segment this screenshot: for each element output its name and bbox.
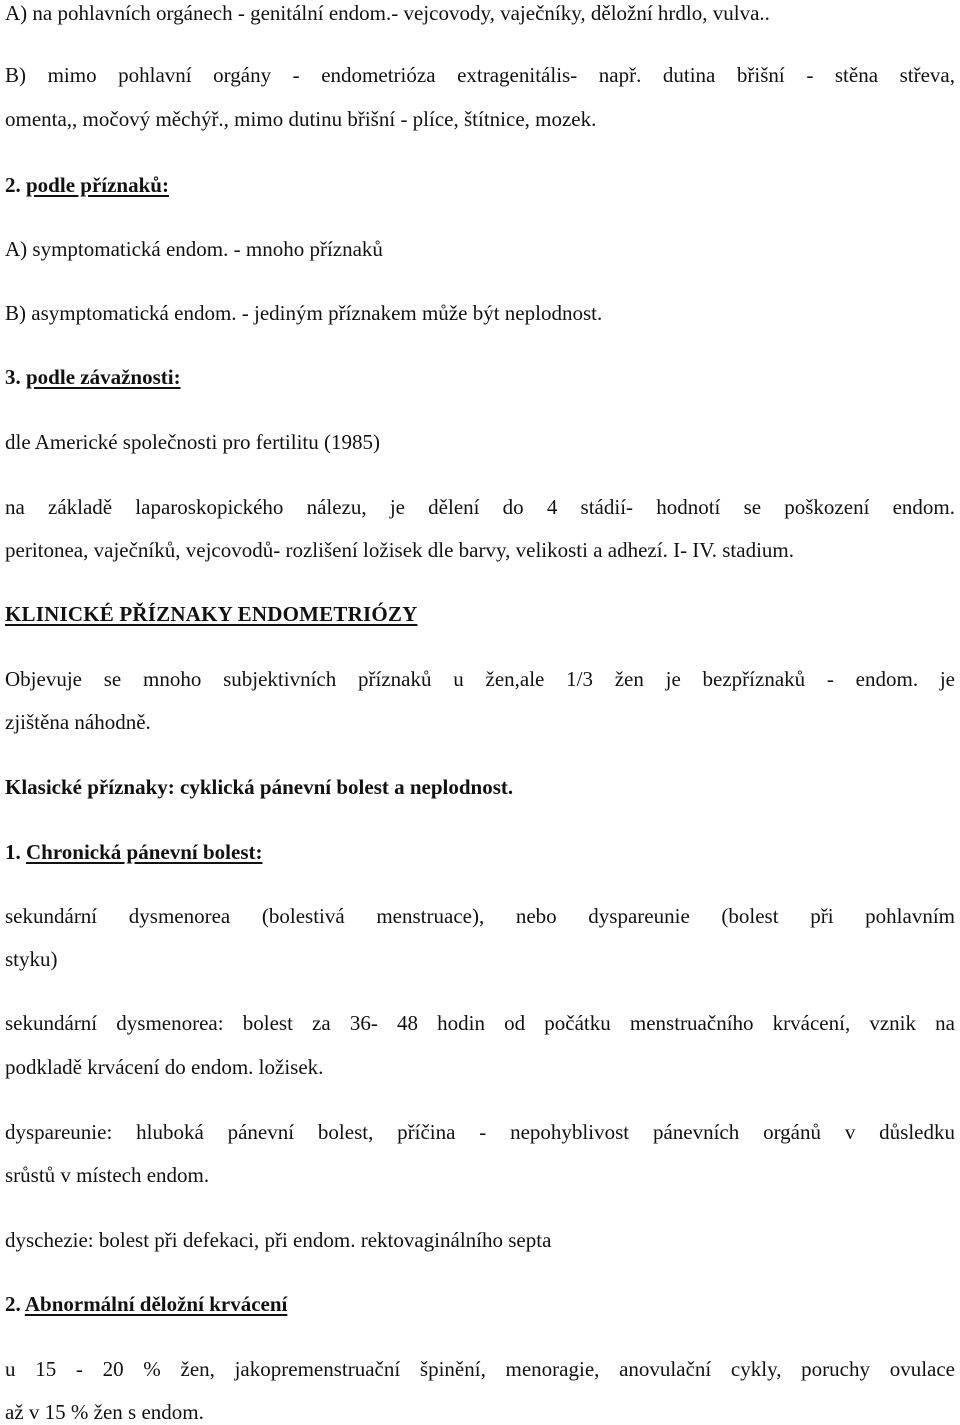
text-line: dle Americké společnosti pro fertilitu (1985) [5,430,380,454]
section-number: 2. [5,173,21,197]
text-line: u 15 - 20 % žen, jakopremenstruační špinění, menoragie, anovulační cykly, poruchy ovulace [5,1357,955,1381]
text-line: omenta,, močový měchýř., mimo dutinu břišní - plíce, štítnice, mozek. [5,107,597,131]
section-heading [5,1291,287,1317]
section-heading [5,364,181,390]
chapter-heading: KLINICKÉ PŘÍZNAKY ENDOMETRIÓZY [5,602,418,626]
text-line: styku) [5,947,58,971]
section-title: Chronická pánevní bolest: [26,840,263,864]
text-line: sekundární dysmenorea (bolestivá menstruace), nebo dyspareunie (bolest při pohlavním [5,904,955,928]
section-title: podle příznaků: [26,173,169,197]
text-line: dyschezie: bolest při defekaci, při endom. rektovaginálního septa [5,1228,552,1252]
text-line: peritonea, vaječníků, vejcovodů- rozlišení ložisek dle barvy, velikosti a adhezí. I- IV. stadium. [5,538,795,562]
text-line: zjištěna náhodně. [5,710,151,734]
text-line: sekundární dysmenorea: bolest za 36- 48 hodin od počátku menstruačního krvácení, vznik na [5,1011,955,1035]
text-line: A) symptomatická endom. - mnoho příznaků [5,237,383,261]
text-line: podkladě krvácení do endom. ložisek. [5,1055,324,1079]
text-line: Objevuje se mnoho subjektivních příznaků u žen,ale 1/3 žen je bezpříznaků - endom. je [5,667,955,691]
subheading: Klasické příznaky: cyklická pánevní bolest a neplodnost. [5,775,514,799]
text-line: dyspareunie: hluboká pánevní bolest, příčina - nepohyblivost pánevních orgánů v důsledku [5,1120,955,1144]
text-line: srůstů v místech endom. [5,1163,210,1187]
text-line: B) asymptomatická endom. - jediným příznakem může být neplodnost. [5,301,603,325]
section-title: podle závažnosti: [26,365,181,389]
section-number: 1. [5,840,21,864]
text-line: B) mimo pohlavní orgány - endometrióza extragenitális- např. dutina břišní - stěna střeva, [5,63,955,87]
section-number: 3. [5,365,21,389]
text-line: až v 15 % žen s endom. [5,1400,204,1424]
section-heading [5,839,263,865]
section-title: Abnormální děložní krvácení [24,1292,288,1316]
text-line: na základě laparoskopického nálezu, je dělení do 4 stádií- hodnotí se poškození endom. [5,495,955,519]
text-line: A) na pohlavních orgánech - genitální endom.- vejcovody, vaječníky, děložní hrdlo, vulva.. [5,1,770,25]
section-number: 2. [5,1292,21,1316]
section-heading [5,172,169,198]
